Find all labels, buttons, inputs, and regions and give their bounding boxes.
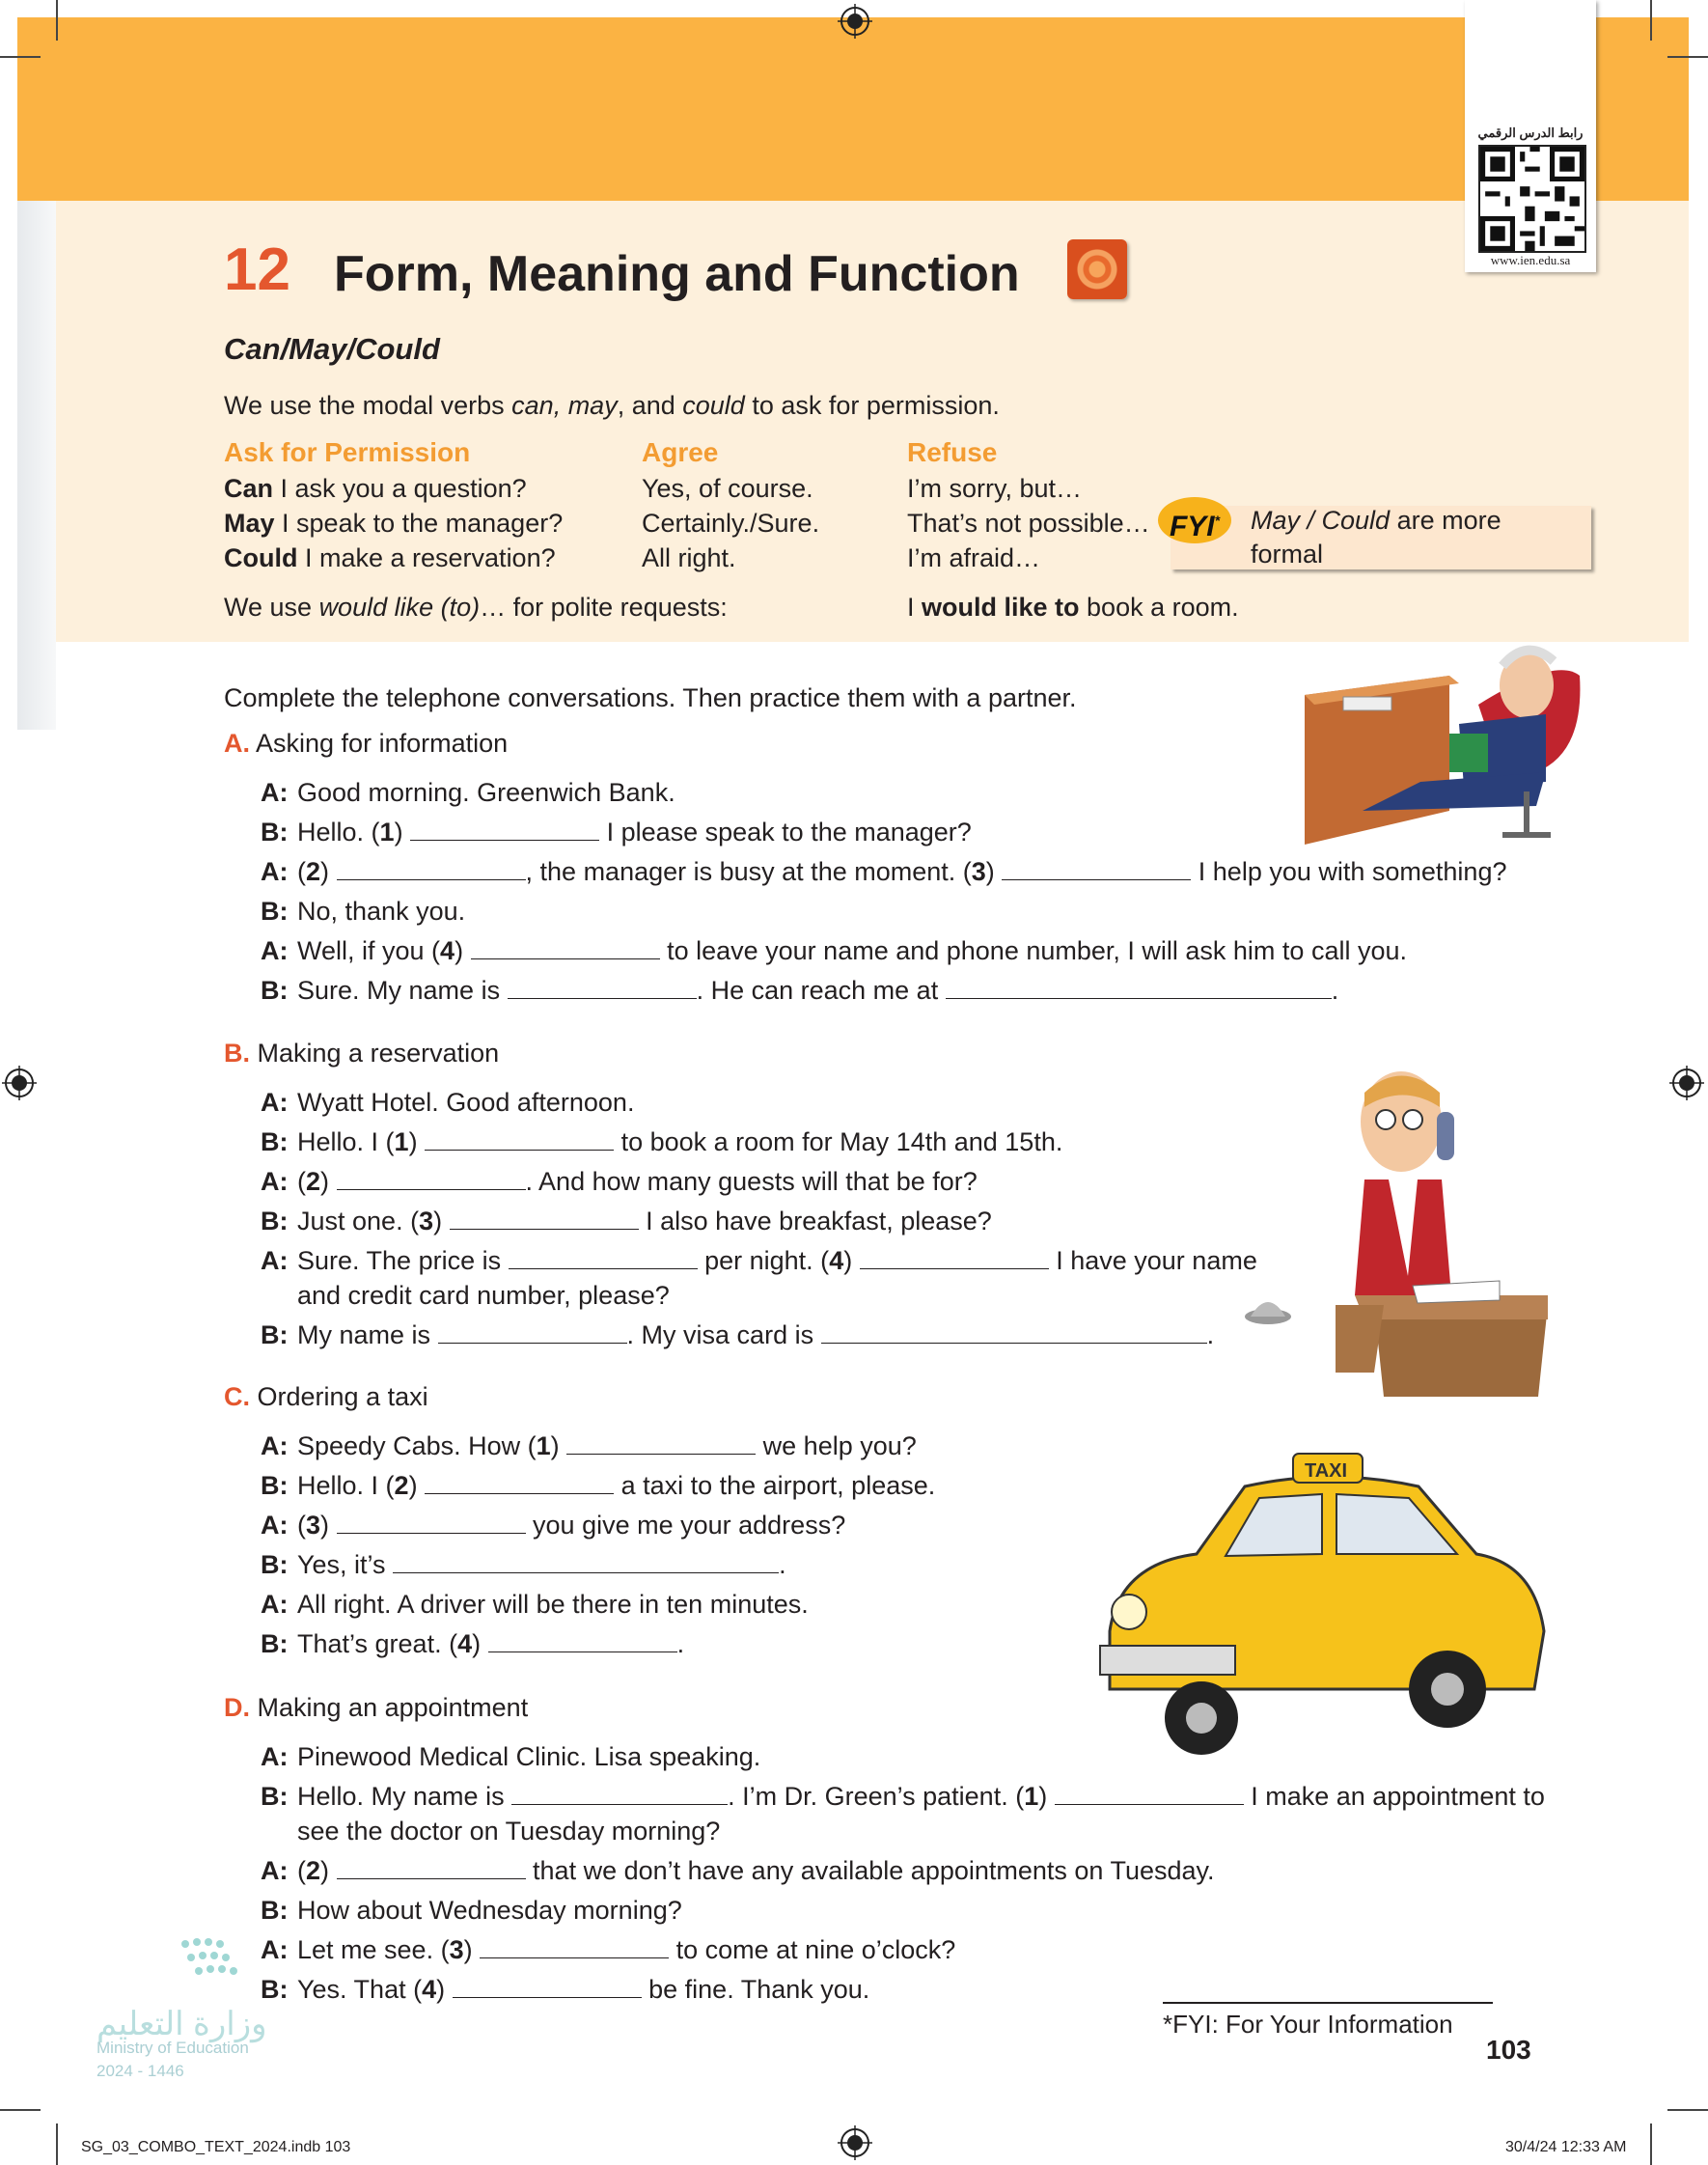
ask-column-heading: Ask for Permission	[224, 437, 471, 467]
answer-blank[interactable]	[337, 1857, 526, 1879]
page-number: 103	[1486, 2035, 1531, 2065]
crop-mark	[56, 0, 58, 41]
dialogue-text: Wyatt Hotel. Good afternoon.	[297, 1088, 635, 1117]
speaker-label: A:	[261, 1431, 289, 1460]
registration-mark-icon	[838, 2125, 872, 2160]
audio-swirl-icon[interactable]	[1067, 239, 1127, 299]
dialogue-line	[261, 1545, 935, 1585]
businessman-phone-illustration	[1305, 618, 1584, 845]
answer-blank[interactable]	[509, 1247, 698, 1269]
lesson-number: 12	[224, 236, 290, 303]
dialogue-line	[261, 1506, 935, 1545]
blank-number: 2	[306, 1856, 321, 1885]
dialogue-text: All right. A driver will be there in ten minutes.	[297, 1590, 809, 1619]
dialogue-line	[261, 931, 1506, 971]
dialogue-line	[261, 1083, 1257, 1123]
taxi-illustration	[1090, 1448, 1549, 1757]
dialogue-line	[261, 1777, 1545, 1817]
dialogue-text: Sure. My name is . He can reach me at .	[297, 976, 1339, 1005]
answer-blank[interactable]	[480, 1936, 669, 1958]
dialogue-text: How about Wednesday morning?	[297, 1896, 682, 1925]
footnote: *FYI: For Your Information	[1163, 2010, 1453, 2039]
side-photo-strip	[17, 201, 56, 730]
ministry-name-arabic: وزارة التعليم	[96, 2006, 267, 2042]
speaker-label: B:	[261, 1550, 289, 1579]
answer-blank[interactable]	[425, 1128, 614, 1151]
blank-number: 4	[422, 1975, 437, 2004]
blank-number: 1	[394, 1127, 409, 1156]
speaker-label: A:	[261, 1088, 289, 1117]
blank-number: 4	[829, 1246, 844, 1275]
answer-blank[interactable]	[337, 1168, 526, 1190]
section-heading-d: D. Making an appointment	[224, 1693, 529, 1722]
answer-blank[interactable]	[425, 1472, 614, 1494]
ask-example: Can I ask you a question?	[224, 474, 527, 503]
dialogue-text: (3) you give me your address?	[297, 1511, 846, 1540]
crop-mark	[0, 2109, 41, 2111]
dialogue-line	[261, 1624, 935, 1664]
dialogue-text: Yes. That (4) be fine. Thank you.	[297, 1975, 870, 2004]
dialogue-line	[261, 1202, 1257, 1241]
speaker-label: B:	[261, 976, 289, 1005]
dialogue-continuation: and credit card number, please?	[297, 1281, 670, 1310]
agree-column-heading: Agree	[642, 437, 719, 467]
speaker-label: B:	[261, 897, 289, 926]
exercise-instruction: Complete the telephone conversations. Then practice them with a partner.	[224, 683, 1077, 712]
section-heading-a: A. Asking for information	[224, 729, 509, 758]
speaker-label: B:	[261, 1782, 289, 1811]
dialogue-line	[261, 1427, 935, 1466]
answer-blank[interactable]	[453, 1976, 642, 1998]
answer-blank[interactable]	[508, 977, 697, 999]
speaker-label: A:	[261, 1590, 289, 1619]
dialogue-text: Hello. (1) I please speak to the manager?	[297, 818, 972, 847]
polite-request-rule: We use would like (to)… for polite requests:	[224, 593, 728, 622]
dialogue-continuation: see the doctor on Tuesday morning?	[297, 1817, 721, 1846]
grammar-intro: We use the modal verbs can, may, and could to ask for permission.	[224, 391, 1000, 420]
hotel-clerk-illustration	[1220, 1064, 1548, 1397]
answer-blank[interactable]	[337, 858, 526, 880]
blank-number: 1	[1024, 1782, 1039, 1811]
dialogue-line	[261, 1466, 935, 1506]
dialogue-text: Good morning. Greenwich Bank.	[297, 778, 675, 807]
dialogue-line	[261, 892, 1506, 931]
dialogue-line	[261, 1123, 1257, 1162]
dialogue-text: Hello. I (1) to book a room for May 14th and 15th.	[297, 1127, 1063, 1156]
speaker-label: A:	[261, 1742, 289, 1771]
crop-mark	[56, 2123, 58, 2165]
dialogue-b	[261, 1083, 1257, 1355]
answer-blank[interactable]	[450, 1207, 639, 1230]
answer-blank[interactable]	[821, 1321, 1207, 1344]
dialogue-text: Well, if you (4) to leave your name and phone number, I will ask him to call you.	[297, 936, 1407, 965]
ask-example: May I speak to the manager?	[224, 509, 564, 538]
ask-example: Could I make a reservation?	[224, 543, 556, 572]
lesson-title: Form, Meaning and Function	[334, 246, 1020, 302]
qr-title: رابط الدرس الرقمي	[1477, 125, 1584, 140]
print-slug-file: SG_03_COMBO_TEXT_2024.indb 103	[81, 2139, 351, 2155]
ministry-year: 2024 - 1446	[96, 2062, 184, 2080]
agree-example: All right.	[642, 543, 736, 572]
dialogue-line	[261, 852, 1506, 892]
speaker-label: B:	[261, 1975, 289, 2004]
refuse-column-heading: Refuse	[907, 437, 998, 467]
crop-mark	[1667, 56, 1708, 58]
crop-mark	[1650, 0, 1652, 41]
dialogue-line	[261, 971, 1506, 1011]
refuse-examples	[907, 471, 1150, 575]
refuse-example: That’s not possible…	[907, 509, 1150, 538]
crop-mark	[1650, 2123, 1652, 2165]
dialogue-text: (2) , the manager is busy at the moment. (3) I help you with something?	[297, 857, 1507, 886]
agree-example: Yes, of course.	[642, 474, 813, 503]
ministry-logo-icon	[176, 1930, 291, 1998]
blank-number: 3	[971, 857, 986, 886]
blank-number: 3	[419, 1207, 434, 1235]
dialogue-line	[261, 1316, 1257, 1355]
crop-mark	[0, 56, 41, 58]
section-heading-c: C. Ordering a taxi	[224, 1382, 428, 1411]
dialogue-text: Hello. I (2) a taxi to the airport, please.	[297, 1471, 936, 1500]
answer-blank[interactable]	[511, 1783, 728, 1805]
dialogue-text: (2) . And how many guests will that be for?	[297, 1167, 978, 1196]
agree-examples	[642, 471, 819, 575]
answer-blank[interactable]	[337, 1512, 526, 1534]
dialogue-line	[261, 1162, 1257, 1202]
ask-examples	[224, 471, 563, 575]
speaker-label: A:	[261, 857, 289, 886]
agree-example: Certainly./Sure.	[642, 509, 820, 538]
refuse-example: I’m afraid…	[907, 543, 1041, 572]
dialogue-line	[261, 1241, 1257, 1281]
blank-number: 4	[440, 936, 455, 965]
dialogue-d	[261, 1737, 1545, 2010]
blank-number: 1	[536, 1431, 551, 1460]
dialogue-text: Speedy Cabs. How (1) we help you?	[297, 1431, 917, 1460]
blank-number: 3	[449, 1935, 464, 1964]
answer-blank[interactable]	[393, 1551, 779, 1573]
blank-number: 2	[306, 1167, 321, 1196]
speaker-label: A:	[261, 936, 289, 965]
dialogue-text: No, thank you.	[297, 897, 466, 926]
qr-code-icon[interactable]	[1478, 145, 1586, 253]
blank-number: 2	[394, 1471, 409, 1500]
speaker-label: A:	[261, 1167, 289, 1196]
dialogue-line	[261, 1851, 1545, 1891]
fyi-note: May / Could are more formal	[1251, 506, 1501, 569]
speaker-label: A:	[261, 1856, 289, 1885]
fyi-badge: FYI*	[1158, 497, 1231, 543]
answer-blank[interactable]	[488, 1630, 677, 1652]
answer-blank[interactable]	[1055, 1783, 1244, 1805]
speaker-label: B:	[261, 1896, 289, 1925]
speaker-label: B:	[261, 1127, 289, 1156]
blank-number: 4	[457, 1629, 473, 1658]
answer-blank[interactable]	[860, 1247, 1049, 1269]
refuse-example: I’m sorry, but…	[907, 474, 1083, 503]
speaker-label: B:	[261, 1629, 289, 1658]
speaker-label: A:	[261, 1246, 289, 1275]
dialogue-line	[261, 1585, 935, 1624]
registration-mark-icon	[1669, 1066, 1704, 1100]
header-band	[17, 17, 1689, 201]
dialogue-text: Yes, it’s .	[297, 1550, 786, 1579]
speaker-label: A:	[261, 1511, 289, 1540]
answer-blank[interactable]	[410, 819, 599, 841]
blank-number: 2	[306, 857, 321, 886]
speaker-label: B:	[261, 1207, 289, 1235]
blank-number: 1	[379, 818, 395, 847]
dialogue-text: Let me see. (3) to come at nine o’clock?	[297, 1935, 956, 1964]
ministry-name-english: Ministry of Education	[96, 2039, 249, 2057]
dialogue-text: That’s great. (4) .	[297, 1629, 685, 1658]
answer-blank[interactable]	[946, 977, 1332, 999]
dialogue-text: Hello. My name is . I’m Dr. Green’s patient. (1) I make an appointment to	[297, 1782, 1545, 1811]
registration-mark-icon	[2, 1066, 37, 1100]
dialogue-text: (2) that we don’t have any available appointments on Tuesday.	[297, 1856, 1215, 1885]
dialogue-c	[261, 1427, 935, 1664]
answer-blank[interactable]	[566, 1432, 756, 1455]
answer-blank[interactable]	[471, 937, 660, 959]
dialogue-text: Sure. The price is per night. (4) I have your name	[297, 1246, 1257, 1275]
speaker-label: A:	[261, 1935, 289, 1964]
grammar-heading: Can/May/Could	[224, 332, 440, 366]
dialogue-text: Just one. (3) I also have breakfast, please?	[297, 1207, 992, 1235]
registration-mark-icon	[838, 4, 872, 39]
speaker-label: B:	[261, 1320, 289, 1349]
section-heading-b: B. Making a reservation	[224, 1039, 500, 1068]
polite-request-example: I would like to book a room.	[907, 593, 1239, 622]
taxi-sign-text: TAXI	[1305, 1460, 1348, 1482]
answer-blank[interactable]	[438, 1321, 627, 1344]
qr-url[interactable]: www.ien.edu.sa	[1490, 253, 1571, 267]
dialogue-text: Pinewood Medical Clinic. Lisa speaking.	[297, 1742, 761, 1771]
print-slug-date: 30/4/24 12:33 AM	[1505, 2139, 1627, 2155]
dialogue-line	[261, 1891, 1545, 1930]
speaker-label: B:	[261, 818, 289, 847]
footnote-rule	[1163, 2002, 1493, 2004]
speaker-label: B:	[261, 1471, 289, 1500]
dialogue-line	[261, 1930, 1545, 1970]
blank-number: 3	[306, 1511, 321, 1540]
answer-blank[interactable]	[1002, 858, 1191, 880]
dialogue-text: My name is . My visa card is .	[297, 1320, 1215, 1349]
crop-mark	[1667, 2109, 1708, 2111]
speaker-label: A:	[261, 778, 289, 807]
